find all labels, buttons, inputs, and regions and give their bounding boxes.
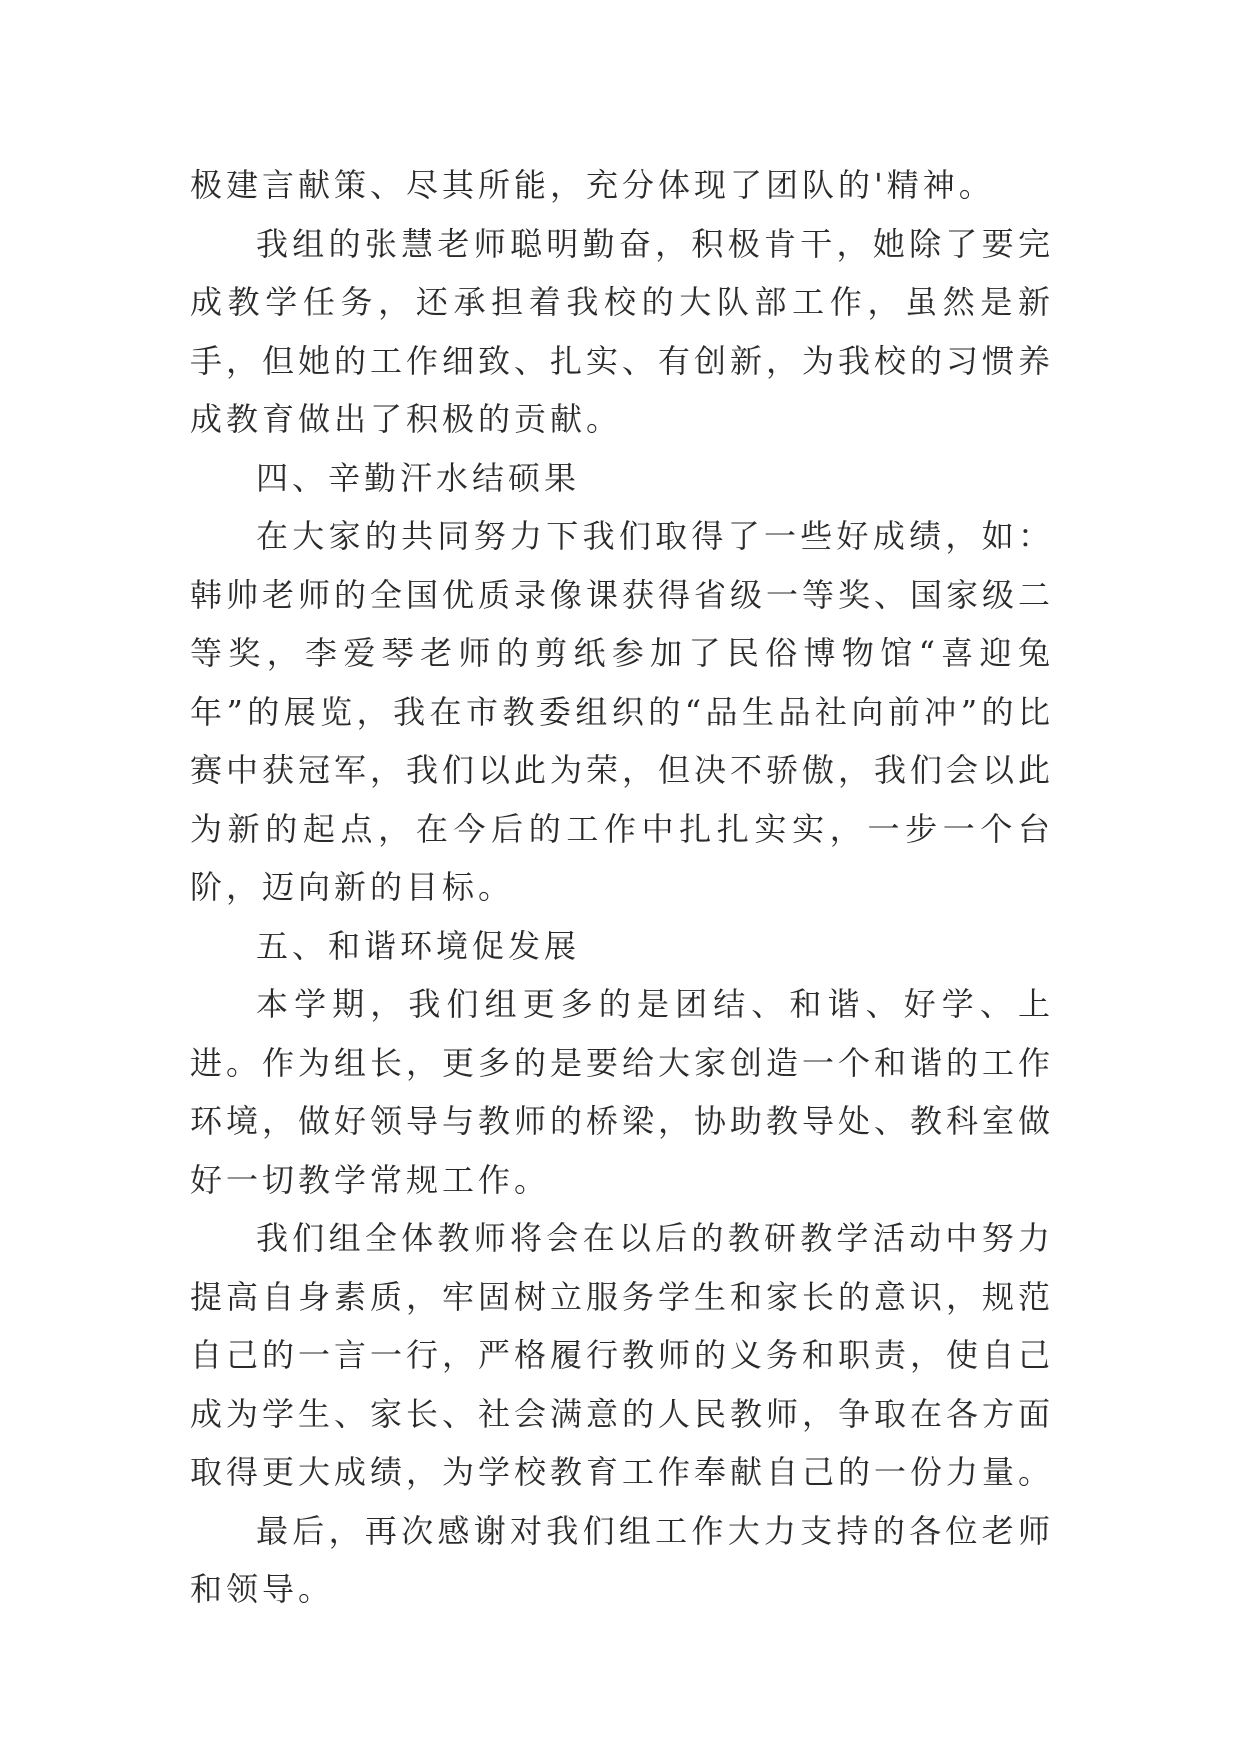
paragraph-future: 我们组全体教师将会在以后的教研教学活动中努力提高自身素质，牢固树立服务学生和家长的意识，规范自己的一言一行，严格履行教师的义务和职责，使自己成为学生、家长、社会满意的人民教师，争取在各方面取得更大成绩，为学校教育工作奉献自己的一份力量。 — [190, 1219, 1055, 1491]
paragraph-harmony: 本学期，我们组更多的是团结、和谐、好学、上进。作为组长，更多的是要给大家创造一个和谐的工作环境，做好领导与教师的桥梁，协助教导处、教科室做好一切教学常规工作。 — [190, 985, 1055, 1199]
section-heading-4: 四、辛勤汗水结硕果 — [256, 458, 581, 497]
section-heading-5: 五、和谐环境促发展 — [256, 926, 581, 965]
paragraph-achievements: 在大家的共同努力下我们取得了一些好成绩，如：韩帅老师的全国优质录像课获得省级一等奖、国家级二等奖，李爱琴老师的剪纸参加了民俗博物馆“喜迎兔年”的展览，我在市教委组织的“品生品社向前冲”的比赛中获冠军，我们以此为荣，但决不骄傲，我们会以此为新的起点，在今后的工作中扎扎实实，一步一个台阶，迈向新的目标。 — [190, 517, 1055, 906]
paragraph-continuation: 极建言献策、尽其所能，充分体现了团队的'精神。 — [190, 166, 995, 204]
paragraph-thanks: 最后，再次感谢对我们组工作大力支持的各位老师和领导。 — [190, 1511, 1054, 1608]
document-body — [190, 156, 1054, 1619]
paragraph-zhang-hui: 我组的张慧老师聪明勤奋，积极肯干，她除了要完成教学任务，还承担着我校的大队部工作，虽然是新手，但她的工作细致、扎实、有创新，为我校的习惯养成教育做出了积极的贡献。 — [190, 224, 1055, 438]
